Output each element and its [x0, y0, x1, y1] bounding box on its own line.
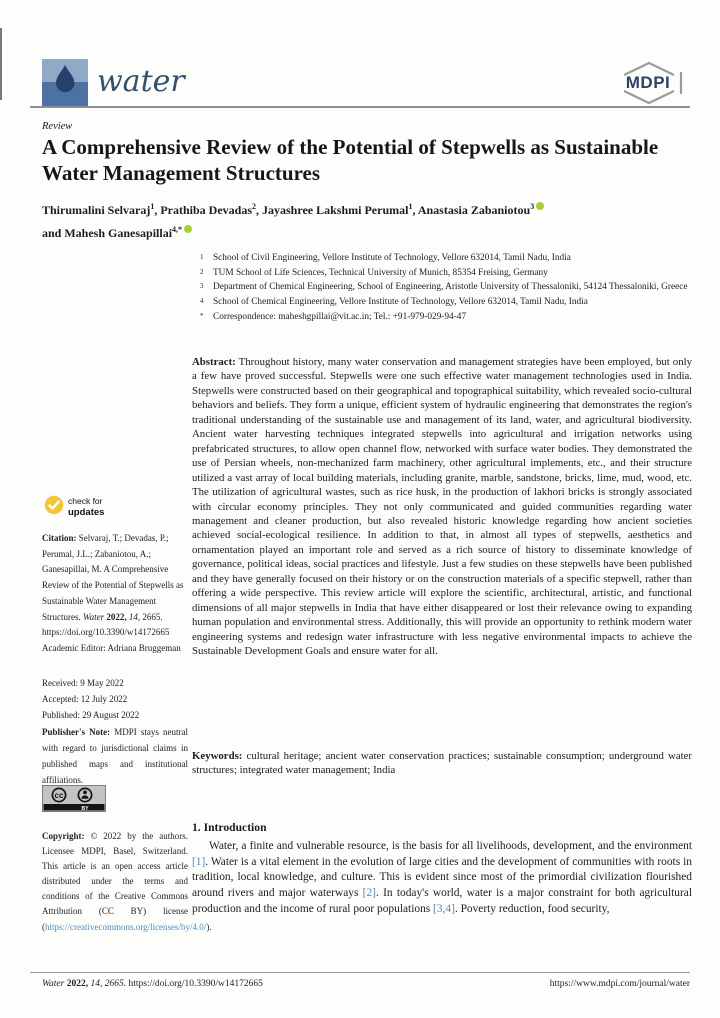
affiliation-item: 1 School of Civil Engineering, Vellore Institute of Technology, Vellore 632014, Tamil Nadu, India	[200, 253, 571, 263]
author: Jayashree Lakshmi Perumal	[262, 203, 409, 217]
accepted-date: Accepted: 12 July 2022	[42, 694, 128, 704]
orcid-icon[interactable]	[536, 202, 544, 210]
water-drop-icon	[42, 59, 88, 106]
abstract: Abstract: Throughout history, many water conservation and management strategies have been employed, but only a few have proved successful. Stepwells were one such effective water management technologies used in India. Stepwells were constructed based on their geographical and topographical suitability, which revealed socio-cultural behaviors and beliefs. They form a unique, efficient system of hydraulic engineering that demonstrates the region's traditional understanding of the sustainable use and management of its land, water, and agricultural biodiversity. Ancient water harvesting techniques integrated stepwells into agricultural and irrigation networks using prefabricated structures, to allow open channel flow, networked with surface water bodies. They demonstrated the use of Persian wheels, non-mechanized farm machinery, other agricultural implements, etc., and their structure utilized a vast array of local building materials, including granite, marble, sandstone, bricks, lime, mud, wood, etc. The utilization of agricultural wastes, such as rice husk, in the production of lakhori bricks is strongly associated with circular economy principles. They not only communicated and guided communities regarding water management and cleaner production, but also revealed historic knowledge regarding how ancient societies achieved social-ecological resilience. In addition to that, in almost all types of stepwells, aesthetics and ornamentation played an important role and served as a rich source of history to disseminate knowledge of governance, political ideas, social practices and lifestyle. Just a few studies on these stepwells have been published and they have generally focused on their history or on the construction materials of a specific stepwell, rather than offering a wide perspective. This review article will explore the scientific, architectural, artistic, and functional dimensions of all major stepwells in India that have either disappeared or lost their relevance owing to expanding human population and environmental stress. Additionally, this will provide an opportunity to rethink modern water engineering systems and redesign water infrastructure with less negative environmental impacts to achieve the Sustainable Development Goals and ensure water for all.	[192, 356, 692, 658]
water-journal-logo	[42, 59, 88, 106]
page-title: A Comprehensive Review of the Potential of Stepwells as Sustainable Water Management Structures	[42, 135, 659, 185]
cc-by-license-badge[interactable]	[42, 785, 106, 812]
check-for-updates-badge[interactable]	[44, 495, 154, 525]
keywords-label: Keywords:	[192, 750, 243, 762]
citation-ref[interactable]: [2]	[362, 887, 376, 900]
cc-by-icon	[42, 785, 106, 812]
author: Prathiba Devadas	[160, 203, 253, 217]
article-dates	[42, 675, 188, 723]
copyright-statement: Copyright: © 2022 by the authors. Licensee MDPI, Basel, Switzerland. This article is an open access article distributed under the terms and conditions of the Creative Commons Attribution (CC BY) license (https://creativecommons.org/licenses/by/4.0/).	[42, 831, 212, 932]
footer-doi-link[interactable]: https://doi.org/10.3390/w14172665	[128, 979, 263, 989]
affiliations	[200, 251, 692, 325]
author-list: Thirumalini Selvaraj$^1$, Prathiba Devadas$^2$, Jayashree Lakshmi Perumal$^1$, Anastasia Zabaniotou$^3$ and Mahesh Ganesapillai$^{4,*}$	[42, 197, 682, 243]
mdpi-wordmark: MDPI	[625, 73, 671, 92]
affiliation-item: 3 Department of Chemical Engineering, School of Engineering, Aristotle University of Thessaloniki, 54124 Thessaloniki, Greece	[200, 282, 688, 293]
author: Thirumalini Selvaraj	[42, 203, 151, 217]
author: and Mahesh Ganesapillai	[42, 226, 173, 240]
affiliation-item: 2 TUM School of Life Sciences, Technical University of Munich, 85354 Freising, Germany	[200, 267, 548, 278]
check-for-updates-label: check for updates	[68, 496, 105, 518]
journal-name: water	[97, 64, 185, 99]
doi-link[interactable]: https://doi.org/10.3390/w14172665	[42, 627, 170, 638]
svg-text:BY: BY	[81, 806, 89, 812]
citation-ref[interactable]: [3,4]	[433, 902, 455, 915]
citation-block: Citation: Selvaraj, T.; Devadas, P.; Perumal, J.L.; Zabaniotou, A.; Ganesapillai, M. A Comprehensive Review of the Potential of Stepwells as Sustainable Water Management Structures. Water 2022, 14, 2665. https://doi.org/10.3390/w14172665	[42, 533, 184, 638]
publishers-note: Publisher's Note: MDPI stays neutral with regard to jurisdictional claims in published maps and institutional affiliations.	[42, 727, 188, 785]
citation-label: Citation:	[42, 533, 79, 543]
svg-text:cc: cc	[54, 790, 64, 800]
correspondence-line: * Correspondence: maheshgpillai@vit.ac.in; Tel.: +91-979-029-94-47	[200, 311, 467, 322]
section-heading-introduction: 1. Introduction	[192, 821, 267, 834]
introduction-paragraph: Water, a finite and vulnerable resource, is the basis for all livelihoods, development, and the environment [1]. Water is a vital element in the evolution of large cities and the development of communities with roots in tradition, local knowledge, and culture. This is evident since most of the primordial civilization flourished around rivers and major waterways [2]. In today's world, water is a major constraint for both agricultural production and the income of rural poor populations [3,4]. Poverty reduction, food security,	[192, 840, 693, 915]
received-date: Received: 9 May 2022	[42, 678, 124, 688]
keywords: Keywords: cultural heritage; ancient water conservation practices; sustainable consumption; underground water structures; integrated water management; India	[192, 750, 692, 777]
scan-artifact	[0, 28, 2, 100]
check-icon	[44, 495, 64, 515]
academic-editor: Academic Editor: Adriana Bruggeman	[42, 643, 181, 653]
citation-ref[interactable]: [1]	[192, 855, 206, 868]
article-type-label: Review	[42, 121, 73, 132]
header-divider	[30, 106, 690, 108]
abstract-label: Abstract:	[192, 356, 236, 368]
orcid-icon[interactable]	[184, 225, 192, 233]
affiliation-item: 4 School of Chemical Engineering, Vellore Institute of Technology, Vellore 632014, Tamil Nadu, India	[200, 297, 588, 308]
license-link[interactable]: https://creativecommons.org/licenses/by/4.0/	[45, 921, 207, 932]
published-date: Published: 29 August 2022	[42, 710, 140, 720]
footer-journal-url[interactable]: https://www.mdpi.com/journal/water	[549, 979, 690, 989]
author: Anastasia Zabaniotou	[417, 203, 531, 217]
footer-citation: Water 2022, 14, 2665. https://doi.org/10.3390/w14172665	[42, 979, 263, 989]
mdpi-logo[interactable]	[612, 60, 690, 106]
footer-divider	[30, 972, 690, 973]
